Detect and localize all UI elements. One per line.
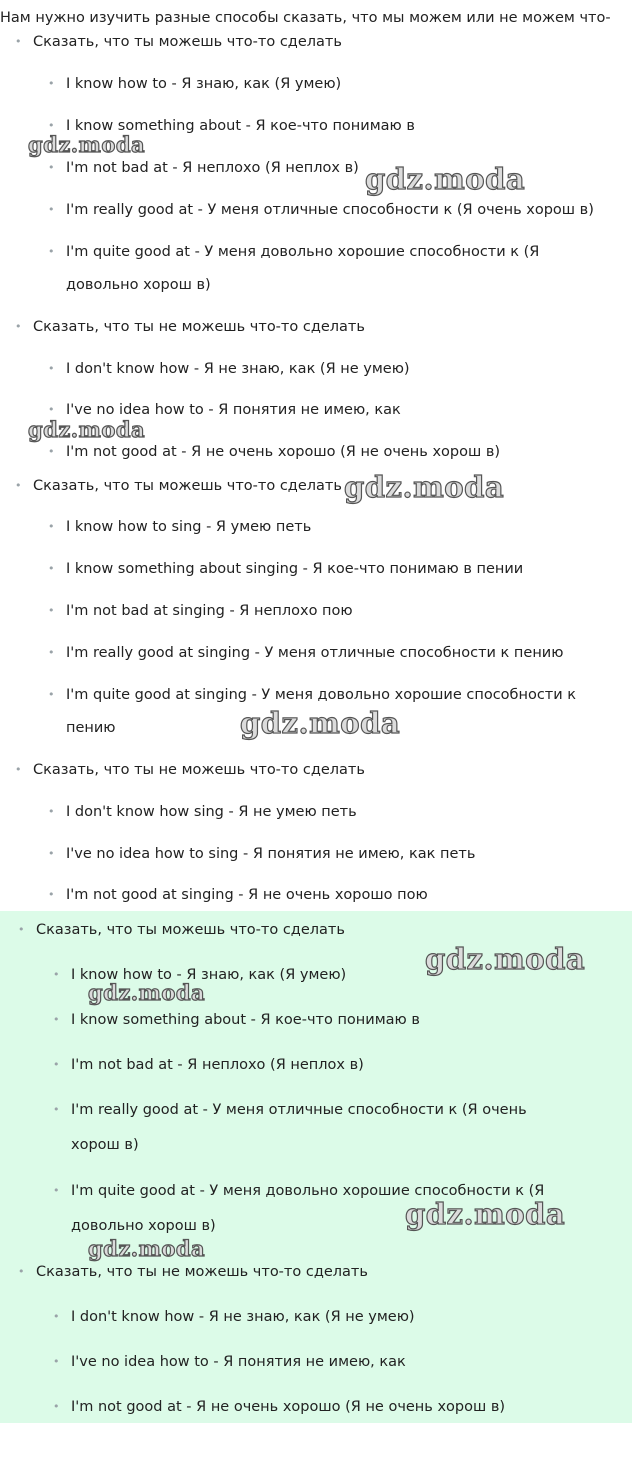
list-item: • I've no idea how to - Я понятия не имею, как: [71, 1350, 406, 1374]
list-item: • I'm not bad at singing - Я неплохо пою: [66, 599, 353, 623]
list-item: • I'm quite good at - У меня довольно хорошие способности к (Я: [71, 1179, 544, 1203]
watermark-logo: gdz.moda: [365, 162, 526, 196]
watermark-logo: gdz.moda: [88, 1236, 206, 1261]
list-item-can: • Сказать, что ты можешь что-то сделать: [33, 474, 342, 498]
list-item-cannot: • Сказать, что ты не можешь что-то сделать: [33, 758, 365, 782]
intro-text: Нам нужно изучить разные способы сказать, что мы можем или не можем что-: [0, 10, 611, 26]
list-item-cannot: • Сказать, что ты не можешь что-то сделать: [33, 315, 365, 339]
list-item: • I'm quite good at - У меня довольно хорошие способности к (Я: [66, 240, 539, 264]
watermark-logo: gdz.moda: [28, 132, 146, 157]
list-item: • I'm really good at - У меня отличные способности к (Я очень: [71, 1098, 527, 1122]
list-item: • I'm really good at singing - У меня отличные способности к пению: [66, 641, 563, 665]
list-item-can: • Сказать, что ты можешь что-то сделать: [33, 30, 342, 54]
list-item: • I'm not good at singing - Я не очень хорошо пою: [66, 883, 428, 907]
list-item: • I know how to sing - Я умею петь: [66, 515, 311, 539]
list-item: • I'm really good at - У меня отличные способности к (Я очень хорош в): [66, 198, 594, 222]
list-item: • I'm not bad at - Я неплохо (Я неплох в): [66, 156, 359, 180]
list-item-continuation: пению: [66, 720, 116, 736]
list-item-cannot: • Сказать, что ты не можешь что-то сделать: [36, 1260, 368, 1284]
watermark-logo: gdz.moda: [88, 980, 206, 1005]
list-item: • I know how to - Я знаю, как (Я умею): [71, 963, 346, 987]
list-item: • I don't know how sing - Я не умею петь: [66, 800, 357, 824]
list-item: • I'm not bad at - Я неплохо (Я неплох в): [71, 1053, 364, 1077]
watermark-logo: gdz.moda: [425, 942, 586, 976]
list-item: • I know how to - Я знаю, как (Я умею): [66, 72, 341, 96]
list-item: • I know something about singing - Я кое-что понимаю в пении: [66, 557, 523, 581]
list-item: • I've no idea how to - Я понятия не имею, как: [66, 398, 401, 422]
list-item: • I know something about - Я кое-что понимаю в: [71, 1008, 420, 1032]
watermark-logo: gdz.moda: [344, 470, 505, 504]
list-item: • I'm not good at - Я не очень хорошо (Я не очень хорош в): [66, 440, 500, 464]
watermark-logo: gdz.moda: [405, 1197, 566, 1231]
watermark-logo: gdz.moda: [240, 706, 401, 740]
list-item-continuation: довольно хорош в): [71, 1218, 216, 1234]
list-item: • I don't know how - Я не знаю, как (Я не умею): [71, 1305, 415, 1329]
list-item-continuation: довольно хорош в): [66, 277, 211, 293]
list-item: • I don't know how - Я не знаю, как (Я не умею): [66, 357, 410, 381]
list-item-continuation: хорош в): [71, 1137, 139, 1153]
list-item-can: • Сказать, что ты можешь что-то сделать: [36, 918, 345, 942]
list-item: • I know something about - Я кое-что понимаю в: [66, 114, 415, 138]
list-item: • I'm not good at - Я не очень хорошо (Я не очень хорош в): [71, 1395, 505, 1419]
watermark-logo: gdz.moda: [28, 417, 146, 442]
list-item: • I'm quite good at singing - У меня довольно хорошие способности к: [66, 683, 576, 707]
list-item: • I've no idea how to sing - Я понятия не имею, как петь: [66, 842, 475, 866]
